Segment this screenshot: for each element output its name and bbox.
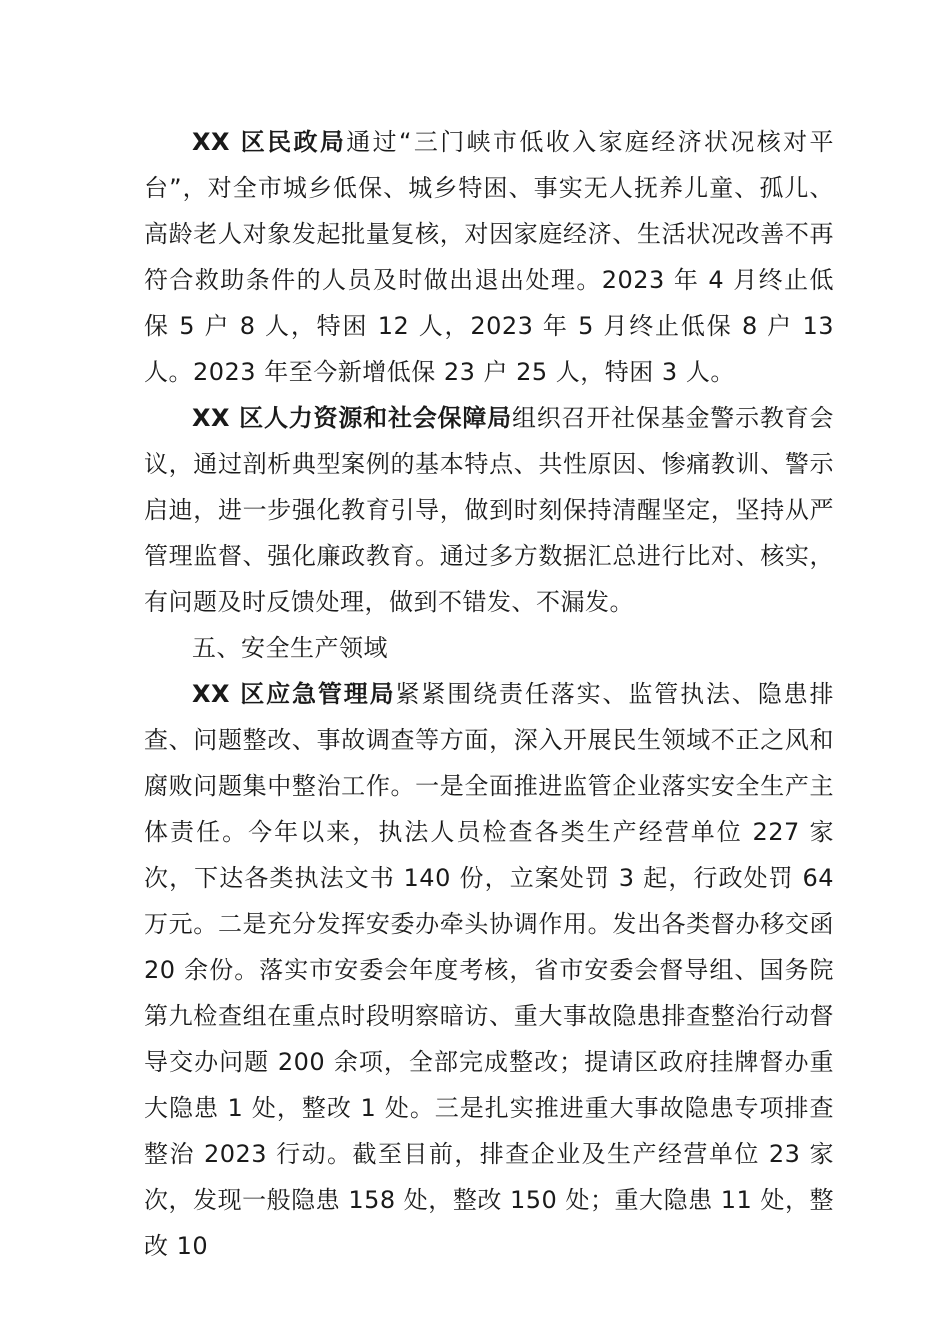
paragraph-text-emergency-management: 紧紧围绕责任落实、监管执法、隐患排查、问题整改、事故调查等方面，深入开展民生领域不正之风和腐败问题集中整治工作。一是全面推进监管企业落实安全生产主体责任。今年以来，执法人员检查各类生产经营单位 227 家次，下达各类执法文书 140 份，立案处罚 3 起，行政处罚 64 万元。二是充分发挥安委办牵头协调作用。发出各类督办移交函 20 余份。落实市安委会年度考核，省市安委会督导组、国务院第九检查组在重点时段明察暗访、重大事故隐患排查整治行动督导交办问题 200 余项，全部完成整改；提请区政府挂牌督办重大隐患 1 处，整改 1 处。三是扎实推进重大事故隐患专项排查整治 2023 行动。截至目前，排查企业及生产经营单位 23 家次，发现一般隐患 158 处，整改 150 处；重大隐患 11 处，整改 10	[144, 680, 834, 1260]
org-name-human-resources: XX 区人力资源和社会保障局	[192, 404, 512, 432]
paragraph-text-human-resources: 组织召开社保基金警示教育会议，通过剖析典型案例的基本特点、共性原因、惨痛教训、警示启迪，进一步强化教育引导，做到时刻保持清醒坚定，坚持从严管理监督、强化廉政教育。通过多方数据汇总进行比对、核实，有问题及时反馈处理，做到不错发、不漏发。	[144, 404, 834, 616]
document-body	[144, 119, 834, 1269]
paragraph-civil-affairs	[144, 119, 834, 395]
org-name-civil-affairs: XX 区民政局	[192, 128, 347, 156]
section-heading: 五、安全生产领域	[192, 634, 388, 662]
paragraph-emergency-management	[144, 671, 834, 1269]
paragraph-human-resources	[144, 395, 834, 625]
paragraph-text-civil-affairs: 通过“三门峡市低收入家庭经济状况核对平台”，对全市城乡低保、城乡特困、事实无人抚养儿童、孤儿、高龄老人对象发起批量复核，对因家庭经济、生活状况改善不再符合救助条件的人员及时做出退出处理。2023 年 4 月终止低保 5 户 8 人，特困 12 人，2023 年 5 月终止低保 8 户 13 人。2023 年至今新增低保 23 户 25 人，特困 3 人。	[144, 128, 834, 386]
org-name-emergency-management: XX 区应急管理局	[192, 680, 396, 708]
